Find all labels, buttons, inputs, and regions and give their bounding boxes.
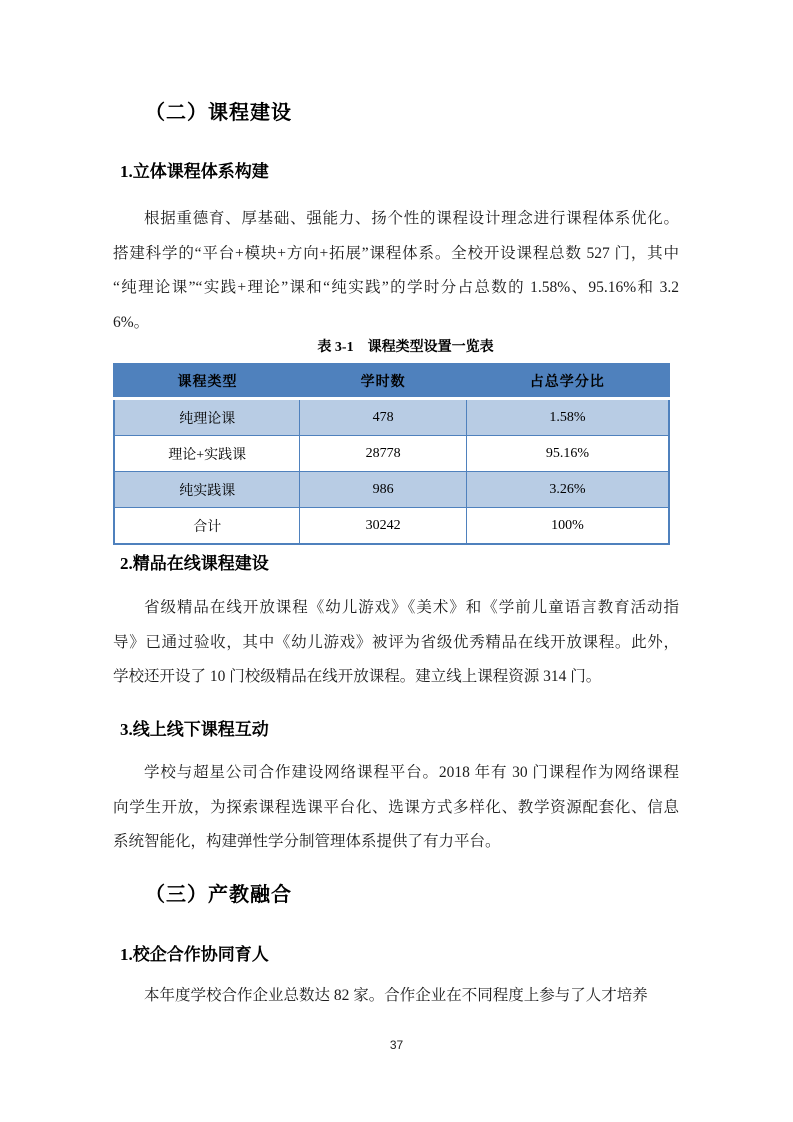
paragraph-line: 学校与超星公司合作建设网络课程平台。2018 年有 30 门课程作为网络课程 <box>144 764 679 781</box>
column-header-credit-percent: 占总学分比 <box>466 364 669 399</box>
column-header-course-type: 课程类型 <box>114 364 300 399</box>
paragraph-line: 向学生开放，为探索课程选课平台化、选课方式多样化、教学资源配套化、信息 <box>113 798 679 816</box>
paragraph-school-enterprise <box>113 979 679 1014</box>
table-cell: 28778 <box>300 436 467 472</box>
paragraph-online-courses <box>113 591 679 695</box>
paragraph-line: 省级精品在线开放课程《幼儿游戏》《美术》和《学前儿童语言教育活动指 <box>144 599 679 616</box>
section-heading-course-construction: （二）课程建设 <box>145 102 292 124</box>
paragraph-course-system <box>113 202 679 340</box>
paragraph-line: “纯理论课”“实践+理论”课和“纯实践”的学时分占总数的 1.58%、95.16%和 3.2 <box>113 279 679 296</box>
column-header-hours: 学时数 <box>300 364 467 399</box>
table-caption: 表 3-1 课程类型设置一览表 <box>317 340 494 355</box>
table-cell: 3.26% <box>466 472 669 508</box>
table-cell: 纯理论课 <box>114 399 300 436</box>
paragraph-line: 导》已通过验收，其中《幼儿游戏》被评为省级优秀精品在线开放课程。此外， <box>113 633 679 651</box>
table-cell: 478 <box>300 399 467 436</box>
table-cell: 合计 <box>114 508 300 545</box>
course-type-table <box>113 363 670 545</box>
table-row-total <box>114 508 669 545</box>
table-cell: 100% <box>466 508 669 545</box>
table-row <box>114 436 669 472</box>
table-row <box>114 399 669 436</box>
subsection-heading-online-courses: 2.精品在线课程建设 <box>120 554 269 573</box>
table-cell: 1.58% <box>466 399 669 436</box>
paragraph-line: 搭建科学的“平台+模块+方向+拓展”课程体系。全校开设课程总数 527 门，其中 <box>113 244 679 262</box>
paragraph-line: 本年度学校合作企业总数达 82 家。合作企业在不同程度上参与了人才培养 <box>144 987 648 1004</box>
paragraph-line: 根据重德育、厚基础、强能力、扬个性的课程设计理念进行课程体系优化。 <box>144 210 679 227</box>
table-cell: 95.16% <box>466 436 669 472</box>
subsection-heading-school-enterprise: 1.校企合作协同育人 <box>120 945 269 964</box>
table-cell: 理论+实践课 <box>114 436 300 472</box>
paragraph-course-interaction <box>113 756 679 860</box>
table-row <box>114 472 669 508</box>
section-heading-industry-education: （三）产教融合 <box>145 884 292 906</box>
table-cell: 纯实践课 <box>114 472 300 508</box>
table-cell: 986 <box>300 472 467 508</box>
table-header-row <box>114 364 669 399</box>
table-cell: 30242 <box>300 508 467 545</box>
page-number: 37 <box>389 1038 404 1052</box>
subsection-heading-course-interaction: 3.线上线下课程互动 <box>120 720 269 739</box>
paragraph-line: 系统智能化，构建弹性学分制管理体系提供了有力平台。 <box>113 833 501 850</box>
paragraph-line: 6%。 <box>113 313 150 331</box>
paragraph-line: 学校还开设了 10 门校级精品在线开放课程。建立线上课程资源 314 门。 <box>113 668 602 685</box>
subsection-heading-course-system: 1.立体课程体系构建 <box>120 162 269 181</box>
